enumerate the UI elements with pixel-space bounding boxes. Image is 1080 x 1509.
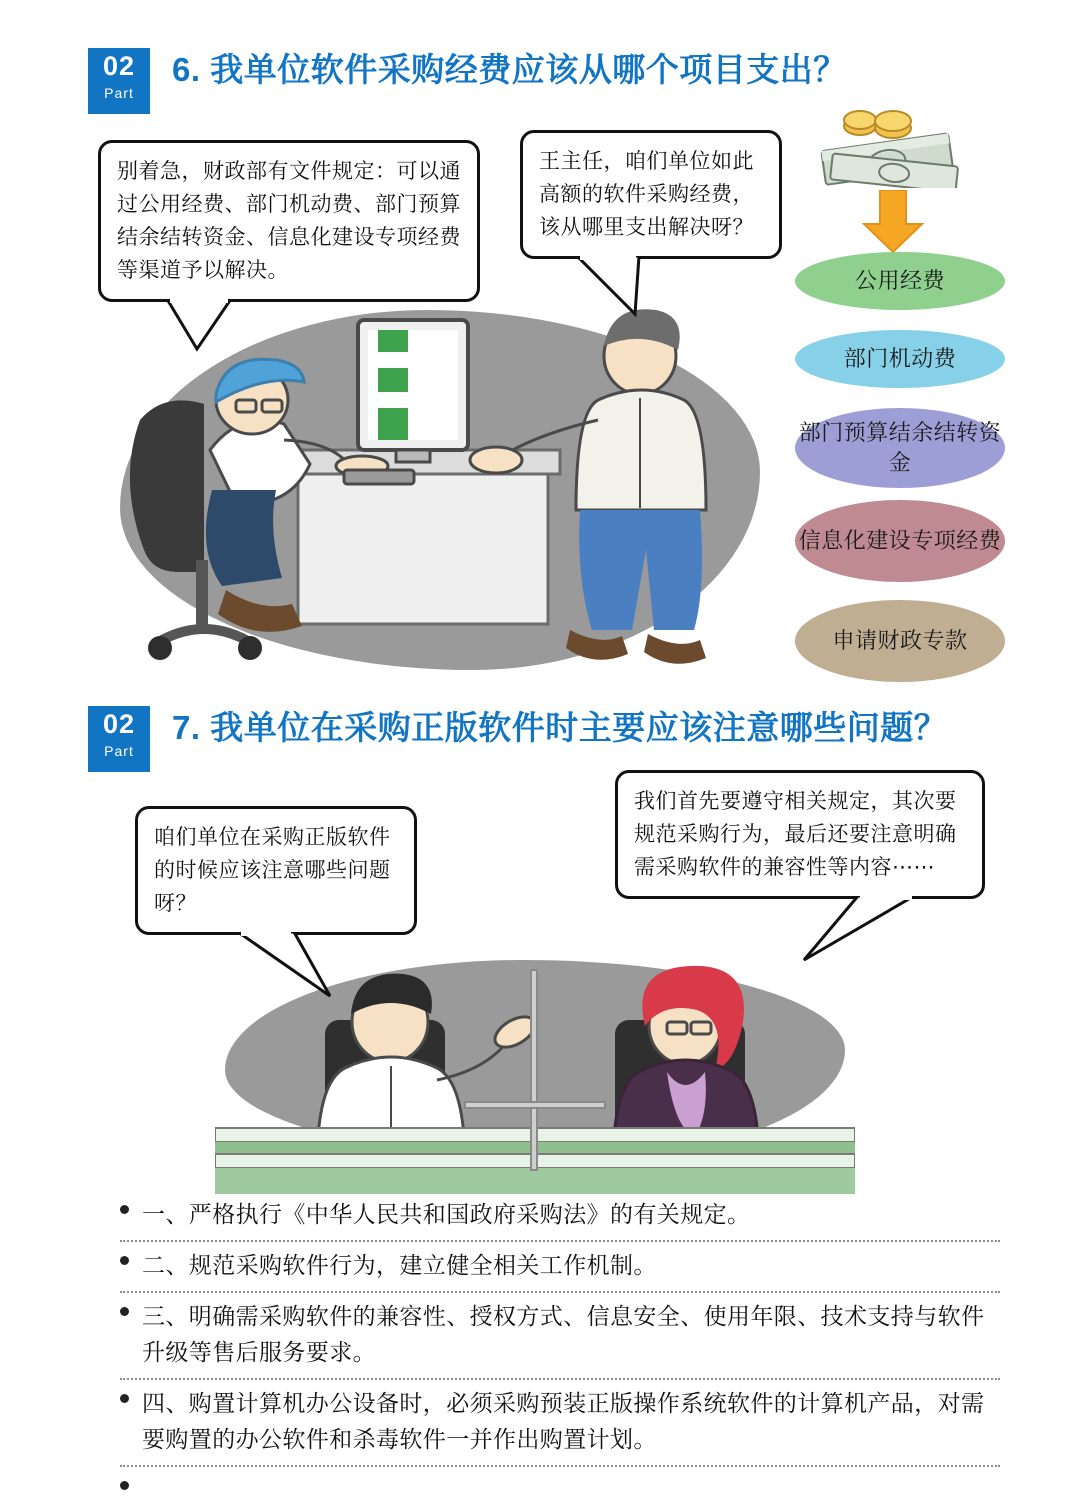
question-bubble-left	[135, 806, 417, 935]
section-title-7: 7. 我单位在采购正版软件时主要应该注意哪些问题？	[172, 709, 948, 746]
funding-pill-4[interactable]	[795, 500, 1005, 582]
rule-text: 一、严格执行《中华人民共和国政府采购法》的有关规定。	[142, 1201, 751, 1227]
question-bubble-right	[520, 130, 782, 259]
bubble-tail	[798, 896, 918, 966]
down-arrow-icon	[860, 190, 930, 254]
pill-label: 部门预算结余结转资金	[798, 420, 1002, 475]
bubble-tail	[161, 299, 241, 353]
bullet-dot	[120, 1481, 129, 1490]
bubble-tail	[573, 256, 673, 318]
rule-divider	[120, 1291, 1000, 1293]
money-stack-icon	[805, 108, 985, 188]
bubble-text: 王主任，咱们单位如此高额的软件采购经费，该从哪里支出解决呀？	[539, 150, 754, 239]
bubble-text: 别着急，财政部有文件规定：可以通过公用经费、部门机动费、部门预算结余结转资金、信息化建设专项经费等渠道予以解决。	[117, 160, 461, 282]
rule-item-3	[120, 1298, 1000, 1370]
part-label: Part	[104, 743, 134, 759]
rule-text: 四、购置计算机办公设备时，必须采购预装正版操作系统软件的计算机产品，对需要购置的办公软件和杀毒软件一并作出购置计划。	[142, 1390, 985, 1452]
answer-bubble-right	[615, 770, 985, 899]
rule-text: 二、规范采购软件行为，建立健全相关工作机制。	[142, 1252, 657, 1278]
answer-bubble-left	[98, 140, 480, 302]
rule-divider	[120, 1240, 1000, 1242]
rule-item-2	[120, 1247, 1000, 1283]
part-badge-1	[88, 48, 150, 114]
rule-item-1	[120, 1196, 1000, 1232]
funding-pill-3[interactable]	[795, 408, 1005, 488]
bubble-tail	[234, 932, 344, 1002]
pill-label: 公用经费	[854, 268, 945, 293]
pill-label: 信息化建设专项经费	[798, 528, 1002, 553]
pill-label: 申请财政专款	[832, 628, 968, 653]
part-badge-2	[88, 706, 150, 772]
bubble-text: 咱们单位在采购正版软件的时候应该注意哪些问题呀？	[154, 826, 391, 915]
rule-item-4	[120, 1385, 1000, 1457]
rule-divider	[120, 1465, 1000, 1467]
bubble-text: 我们首先要遵守相关规定，其次要规范采购行为，最后还要注意明确需采购软件的兼容性等内容⋯⋯	[634, 790, 957, 879]
scene-office-desk	[100, 300, 780, 680]
section-title-6: 6. 我单位软件采购经费应该从哪个项目支出？	[172, 51, 847, 88]
part-number: 02	[102, 51, 136, 81]
funding-pill-2[interactable]	[795, 330, 1005, 388]
part-number: 02	[102, 709, 136, 739]
pill-label: 部门机动费	[843, 346, 957, 371]
funding-pill-1[interactable]	[795, 252, 1005, 310]
funding-pill-5[interactable]	[795, 600, 1005, 682]
rule-text: 三、明确需采购软件的兼容性、授权方式、信息安全、使用年限、技术支持与软件升级等售后服务要求。	[142, 1303, 985, 1365]
rule-divider	[120, 1378, 1000, 1380]
part-label: Part	[104, 85, 134, 101]
